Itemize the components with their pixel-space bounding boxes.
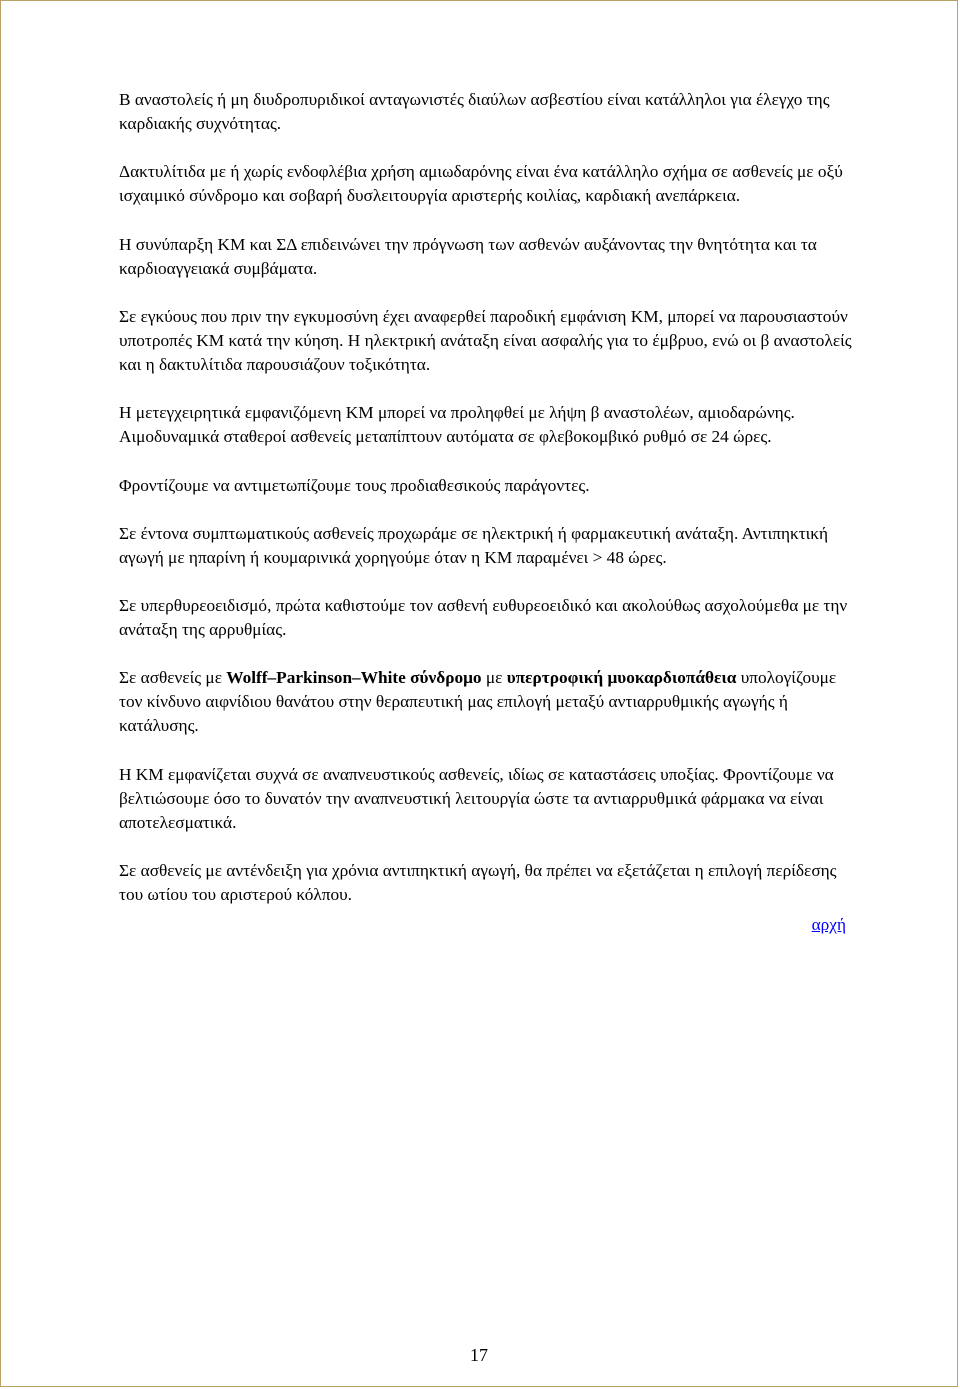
paragraph-beta-blockers: Β αναστολείς ή μη διυδροπυριδικοί ανταγωνιστές διαύλων ασβεστίου είναι κατάλληλοι για έλεγχο της καρδιακής συχνότητας. bbox=[119, 90, 830, 134]
paragraph-hyperthyroidism: Σε υπερθυρεοειδισμό, πρώτα καθιστούμε τον ασθενή ευθυρεοειδικό και ακολούθως ασχολούμεθα με την ανάταξη της αρρυθμίας. bbox=[119, 595, 848, 640]
paragraph-anticoagulation-contraindication: Σε ασθενείς με αντένδειξη για χρόνια αντιπηκτική αγωγή, θα πρέπει να εξετάζεται η επιλογή περίδεσης του ωτίου του αριστερού κόλπου. bbox=[119, 861, 837, 905]
wpw-bold-cardiomyopathy: υπερτροφική μυοκαρδιοπάθεια bbox=[506, 668, 737, 688]
wpw-bold-syndrome: Wolff–Parkinson–White σύνδρομο bbox=[226, 668, 482, 688]
wpw-suffix: υπολογίζουμε τον κίνδυνο αιφνίδιου θανάτου στην θεραπευτική μας επιλογή μεταξύ αντιαρρυθμικής αγωγής ή κατάλυσης. bbox=[119, 668, 837, 736]
back-link-row bbox=[119, 913, 854, 937]
paragraph-cardioversion: Σε έντονα συμπτωματικούς ασθενείς προχωράμε σε ηλεκτρική ή φαρμακευτική ανάταξη. Αντιπηκτική αγωγή με ηπαρίνη ή κουμαρινικά χορηγούμε όταν η ΚΜ παραμένει > 48 ώρες. bbox=[119, 523, 829, 567]
paragraph-predisposing-factors: Φροντίζουμε να αντιμετωπίζουμε τους προδιαθεσικούς παράγοντες. bbox=[119, 475, 590, 495]
back-to-top-link[interactable]: αρχή bbox=[811, 915, 846, 935]
paragraph-wpw bbox=[119, 666, 854, 738]
document-body bbox=[119, 88, 854, 937]
page-number: 17 bbox=[470, 1345, 488, 1365]
paragraph-digitalis: Δακτυλίτιδα με ή χωρίς ενδοφλέβια χρήση αμιωδαρόνης είναι ένα κατάλληλο σχήμα σε ασθενείς με οξύ ισχαιμικό σύνδρομο και σοβαρή δυσλειτουργία αριστερής κοιλίας, καρδιακή ανεπάρκεια. bbox=[119, 162, 843, 206]
wpw-prefix: Σε ασθενείς με bbox=[119, 668, 227, 688]
paragraph-pregnancy: Σε εγκύους που πριν την εγκυμοσύνη έχει αναφερθεί παροδική εμφάνιση ΚΜ, μπορεί να παρουσιαστούν υποτροπές ΚΜ κατά την κύηση. Η ηλεκτρική ανάταξη είναι ασφαλής για το έμβρυο, ενώ οι β αναστολείς και η δακτυλίτιδα παρουσιάζουν τοξικότητα. bbox=[119, 306, 852, 375]
paragraph-postoperative: Η μετεγχειρητικά εμφανιζόμενη ΚΜ μπορεί να προληφθεί με λήψη β αναστολέων, αμιοδαρώνης. Αιμοδυναμικά σταθεροί ασθενείς μεταπίπτουν αυτόματα σε φλεβοκομβικό ρυθμό σε 24 ώρες. bbox=[119, 403, 795, 447]
paragraph-diabetes: Η συνύπαρξη ΚΜ και ΣΔ επιδεινώνει την πρόγνωση των ασθενών αυξάνοντας την θνητότητα και τα καρδιοαγγειακά συμβάματα. bbox=[119, 234, 817, 278]
paragraph-respiratory: Η ΚΜ εμφανίζεται συχνά σε αναπνευστικούς ασθενείς, ιδίως σε καταστάσεις υποξίας. Φροντίζουμε να βελτιώσουμε όσο το δυνατόν την αναπνευστική λειτουργία ώστε τα αντιαρρυθμικά φάρμακα να είναι αποτελεσματικά. bbox=[119, 764, 834, 832]
wpw-middle: με bbox=[481, 668, 507, 688]
